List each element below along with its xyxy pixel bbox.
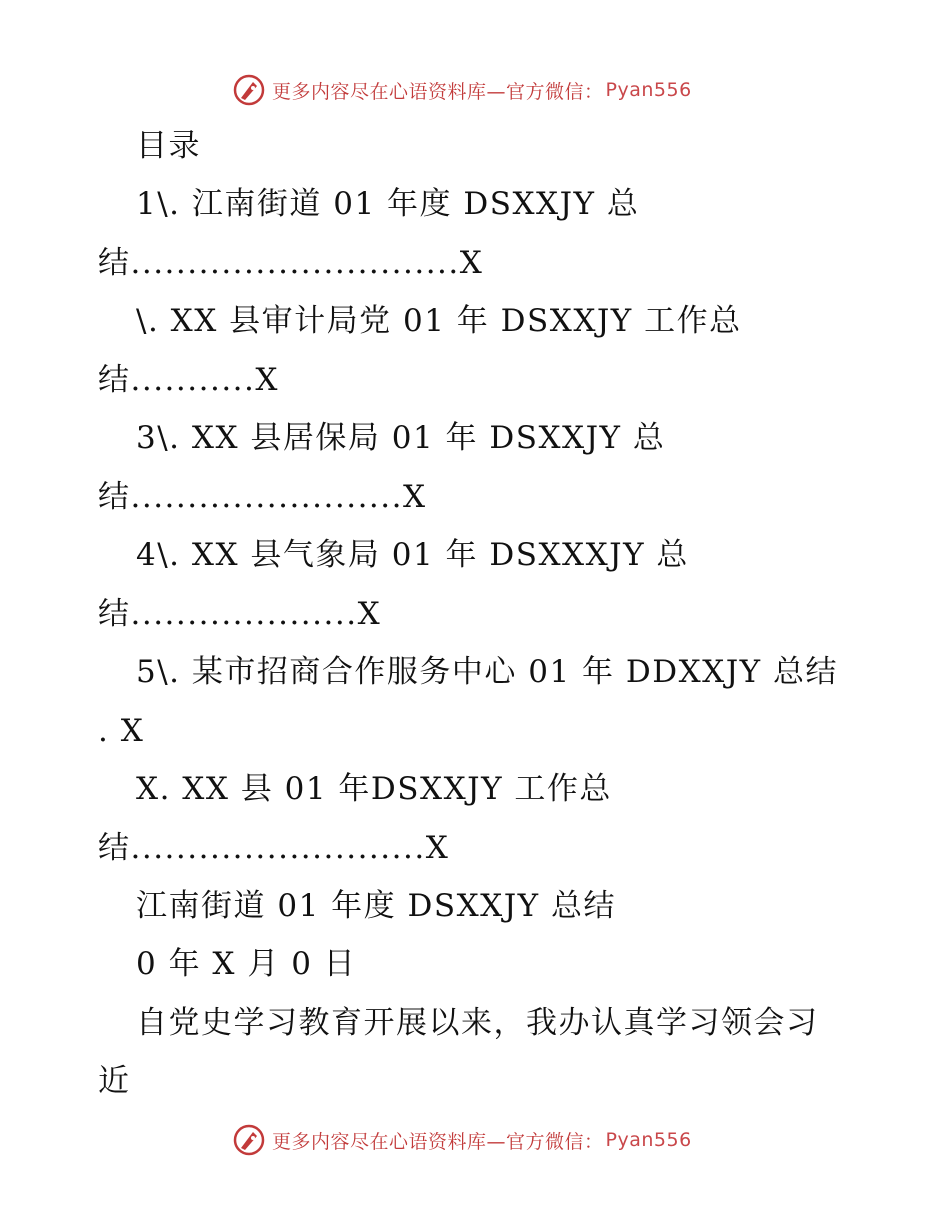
banner-wechat-handle: Pyan556 [605, 79, 692, 101]
paragraph-line: 自党史学习教育开展以来，我办认真学习领会习 [136, 1005, 819, 1041]
banner-wechat-handle: Pyan556 [605, 1129, 692, 1151]
toc-entry-title: 5\. 某市招商合作服务中心 01 年 DDXXJY 总结 [136, 654, 838, 690]
toc-entry-leader: 结........................X [98, 479, 427, 515]
toc-entry-title: \. XX 县审计局党 01 年 DSXXJY 工作总 [136, 303, 742, 339]
toc-heading: 目录 [136, 128, 201, 164]
pen-nib-logo-icon [232, 73, 266, 107]
toc-entry-title: 1\. 江南街道 01 年度 DSXXJY 总 [136, 186, 640, 222]
toc-entry-leader: 结....................X [98, 596, 382, 632]
pen-nib-logo-icon [232, 1123, 266, 1157]
banner-text: 更多内容尽在心语资料库—官方微信： [272, 1130, 604, 1153]
paragraph-line: 近 [98, 1063, 131, 1099]
toc-entry-title: 3\. XX 县居保局 01 年 DSXXJY 总 [136, 420, 666, 456]
toc-entry-leader: 结...........X [98, 362, 279, 398]
toc-entry-title: X. XX 县 01 年DSXXJY 工作总 [136, 771, 612, 807]
toc-entry-leader: 结..........................X [98, 830, 450, 866]
toc-entry-leader: . X [98, 713, 145, 749]
toc-entry-leader: 结.............................X [98, 245, 484, 281]
header-banner [232, 70, 692, 110]
footer-banner [232, 1120, 692, 1160]
document-date: 0 年 X 月 0 日 [136, 946, 357, 982]
toc-entry-title: 4\. XX 县气象局 01 年 DSXXXJY 总 [136, 537, 689, 573]
banner-text: 更多内容尽在心语资料库—官方微信： [272, 80, 604, 103]
document-title: 江南街道 01 年度 DSXXJY 总结 [136, 888, 616, 924]
